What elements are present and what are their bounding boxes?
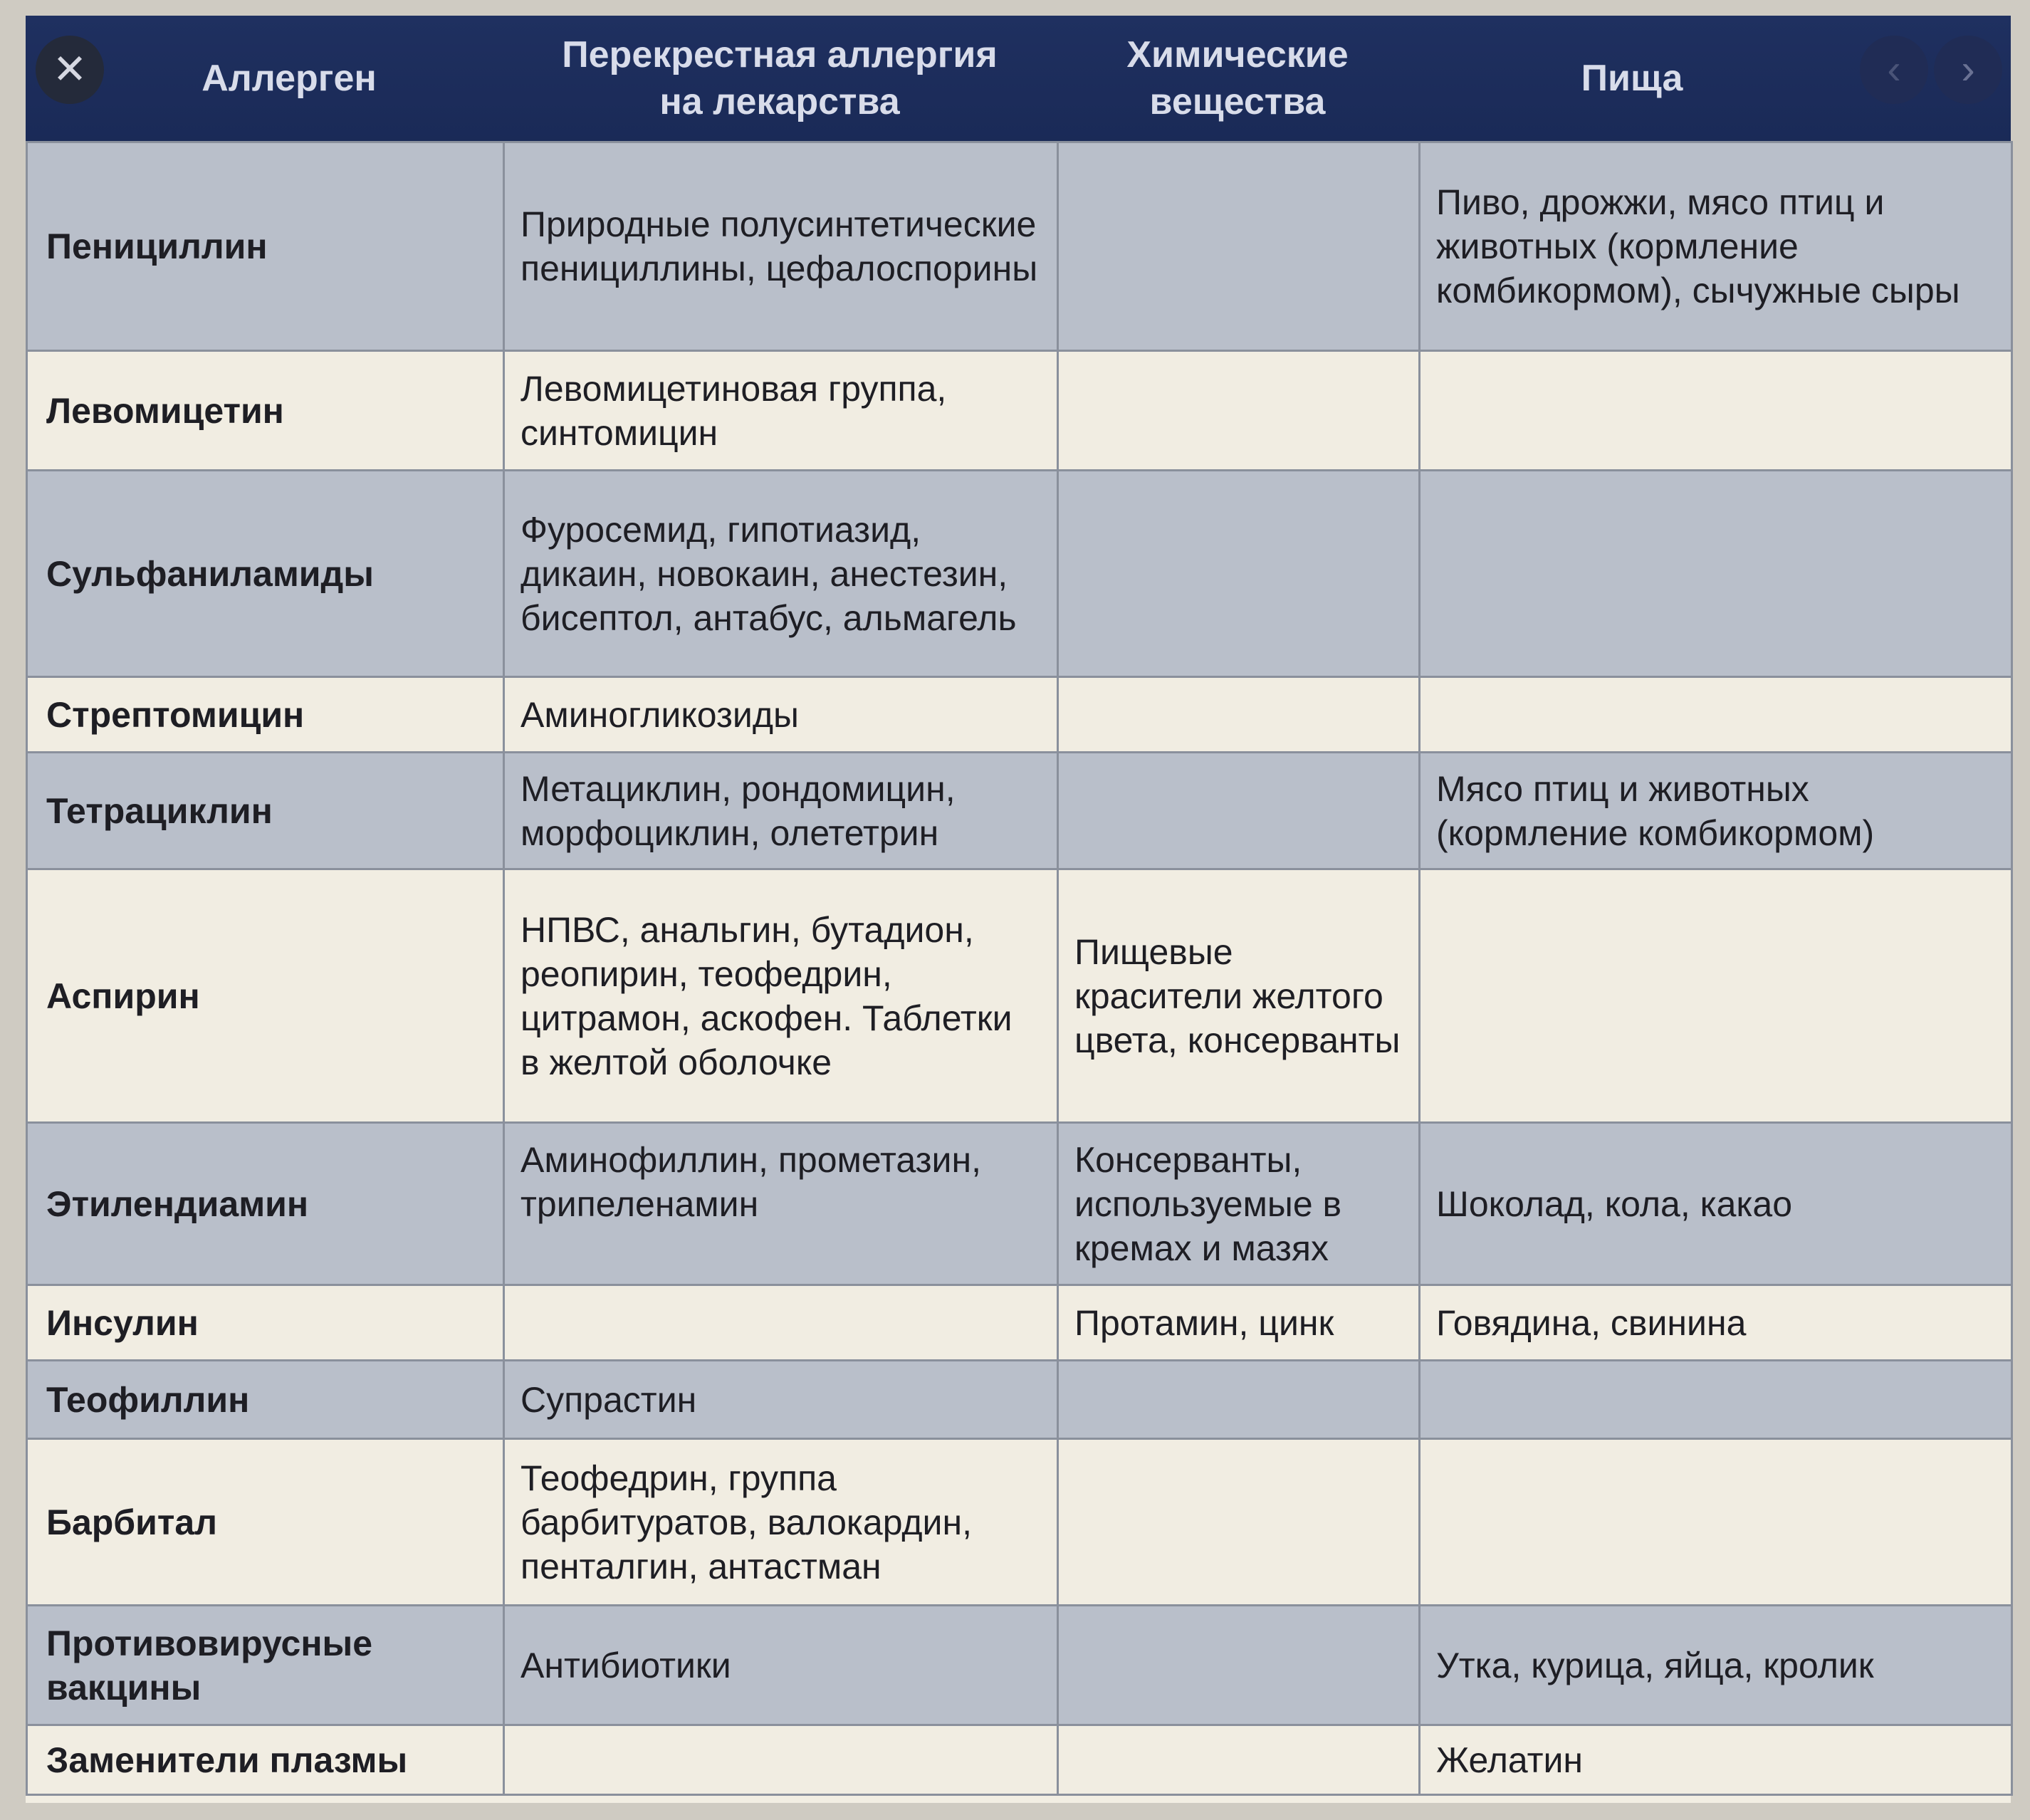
header-drug-cross-allergy: Перекрестная аллергия на лекарства: [562, 34, 998, 122]
chemicals-cell: [1058, 753, 1420, 869]
allergen-cell: Тетрациклин: [27, 753, 504, 869]
chemicals-cell: [1058, 1606, 1420, 1725]
table-row: [27, 1606, 2012, 1725]
chemicals-cell: Пищевые красители желтого цвета, консерванты: [1058, 869, 1420, 1123]
close-button[interactable]: [36, 36, 104, 104]
header-allergen: Аллерген: [202, 58, 377, 99]
food-cell: Пиво, дрожжи, мясо птиц и животных (кормление комбикормом), сычужные сыры: [1420, 142, 2012, 351]
table-row: [27, 1361, 2012, 1439]
chemicals-cell: [1058, 351, 1420, 471]
food-cell: [1420, 1439, 2012, 1606]
drugs-cell: Метациклин, рондомицин, морфоциклин, олететрин: [504, 753, 1058, 869]
table-row: [27, 142, 2012, 351]
food-cell: [1420, 1361, 2012, 1439]
table-row: [27, 1725, 2012, 1795]
food-cell: Мясо птиц и животных (кормление комбикормом): [1420, 753, 2012, 869]
drugs-cell: Природные полусинтетические пенициллины, цефалоспорины: [504, 142, 1058, 351]
table-row: [27, 753, 2012, 869]
allergen-cell: Теофиллин: [27, 1361, 504, 1439]
chemicals-cell: [1058, 471, 1420, 677]
drugs-cell: Антибиотики: [504, 1606, 1058, 1725]
table-row: [27, 677, 2012, 753]
allergen-cell: Стрептомицин: [27, 677, 504, 753]
previous-button[interactable]: [1860, 36, 1928, 104]
table-row: [27, 1439, 2012, 1606]
allergen-cell: Пенициллин: [27, 142, 504, 351]
drugs-cell: Теофедрин, группа барбитуратов, валокардин, пенталгин, антастман: [504, 1439, 1058, 1606]
drugs-cell: Аминофиллин, прометазин, трипеленамин: [504, 1123, 1058, 1285]
chemicals-cell: [1058, 1361, 1420, 1439]
food-cell: Утка, курица, яйца, кролик: [1420, 1606, 2012, 1725]
food-cell: Желатин: [1420, 1725, 2012, 1795]
allergy-table: [26, 141, 2013, 1796]
chemicals-cell: [1058, 1725, 1420, 1795]
drugs-cell: Левомицетиновая группа, синтомицин: [504, 351, 1058, 471]
allergen-cell: Сульфаниламиды: [27, 471, 504, 677]
allergen-cell: Противовирусные вакцины: [27, 1606, 504, 1725]
table-row: [27, 471, 2012, 677]
allergen-cell: Этилендиамин: [27, 1123, 504, 1285]
drugs-cell: [504, 1725, 1058, 1795]
chemicals-cell: Консерванты, используемые в кремах и мазях: [1058, 1123, 1420, 1285]
food-cell: [1420, 471, 2012, 677]
food-cell: [1420, 677, 2012, 753]
food-cell: [1420, 869, 2012, 1123]
table-header: [26, 16, 2011, 141]
chevron-right-icon: ›: [1961, 46, 1975, 93]
chemicals-cell: [1058, 142, 1420, 351]
table-row: [27, 1123, 2012, 1285]
allergen-cell: Заменители плазмы: [27, 1725, 504, 1795]
header-food: Пища: [1581, 58, 1683, 99]
chemicals-cell: Протамин, цинк: [1058, 1285, 1420, 1361]
food-cell: [1420, 351, 2012, 471]
table-row: [27, 351, 2012, 471]
allergen-cell: Левомицетин: [27, 351, 504, 471]
allergen-cell: Инсулин: [27, 1285, 504, 1361]
table-row: [27, 869, 2012, 1123]
food-cell: Шоколад, кола, какао: [1420, 1123, 2012, 1285]
chevron-left-icon: ‹: [1887, 46, 1901, 93]
drugs-cell: Фуросемид, гипотиазид, дикаин, новокаин, анестезин, бисептол, антабус, альмагель: [504, 471, 1058, 677]
drugs-cell: Супрастин: [504, 1361, 1058, 1439]
chemicals-cell: [1058, 1439, 1420, 1606]
food-cell: Говядина, свинина: [1420, 1285, 2012, 1361]
drugs-cell: Аминогликозиды: [504, 677, 1058, 753]
table-row: [27, 1285, 2012, 1361]
next-button[interactable]: [1934, 36, 2002, 104]
close-icon: ✕: [52, 46, 88, 93]
drugs-cell: [504, 1285, 1058, 1361]
chemicals-cell: [1058, 677, 1420, 753]
drugs-cell: НПВС, анальгин, бутадион, реопирин, теофедрин, цитрамон, аскофен. Таблетки в желтой оболочке: [504, 869, 1058, 1123]
allergen-cell: Аспирин: [27, 869, 504, 1123]
table-sheet: [26, 16, 2011, 1803]
allergen-cell: Барбитал: [27, 1439, 504, 1606]
header-chemicals: Химические вещества: [1126, 34, 1349, 122]
